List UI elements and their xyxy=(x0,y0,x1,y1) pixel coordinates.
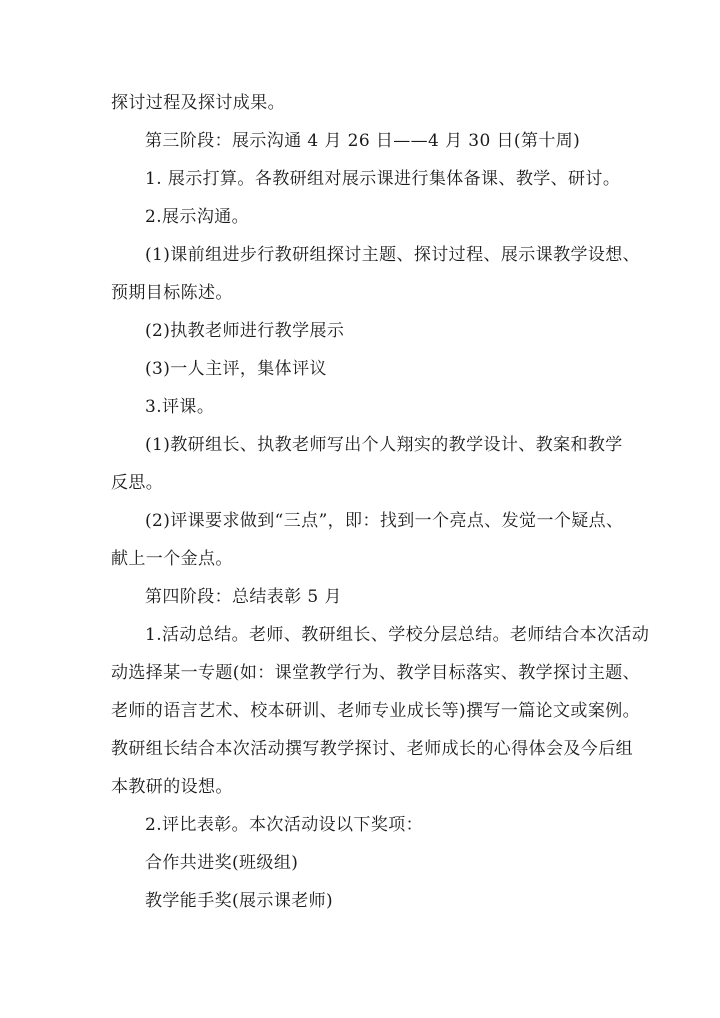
paragraph-line: 3.评课。 xyxy=(145,397,215,417)
award-item: 合作共进奖(班级组) xyxy=(145,853,299,873)
paragraph-line: 反思。 xyxy=(111,473,164,493)
section-heading: 第四阶段：总结表彰 5 月 xyxy=(145,587,342,607)
paragraph-line: (2)评课要求做到“三点”，即：找到一个亮点、发觉一个疑点、 xyxy=(145,511,624,531)
paragraph-line: 动选择某一专题(如：课堂教学行为、教学目标落实、教学探讨主题、 xyxy=(111,663,641,683)
paragraph-line: (1)课前组进步行教研组探讨主题、探讨过程、展示课教学设想、 xyxy=(145,245,641,265)
paragraph-line: 教研组长结合本次活动撰写教学探讨、老师成长的心得体会及今后组 xyxy=(111,739,633,759)
paragraph-line: (3)一人主评，集体评议 xyxy=(145,359,327,379)
award-item: 教学能手奖(展示课老师) xyxy=(145,891,334,911)
paragraph-line: 2.展示沟通。 xyxy=(145,207,250,227)
paragraph-line: (2)执教老师进行教学展示 xyxy=(145,321,345,341)
paragraph-line: 预期目标陈述。 xyxy=(111,283,233,303)
paragraph-line: 老师的语言艺术、校本研训、老师专业成长等)撰写一篇论文或案例。 xyxy=(111,701,641,721)
paragraph-line: 2.评比表彰。本次活动设以下奖项： xyxy=(145,815,424,835)
paragraph-line: 本教研的设想。 xyxy=(111,777,233,797)
paragraph-line: 探讨过程及探讨成果。 xyxy=(111,93,285,113)
paragraph-line: (1)教研组长、执教老师写出个人翔实的教学设计、教案和教学 xyxy=(145,435,623,455)
paragraph-line: 1.活动总结。老师、教研组长、学校分层总结。老师结合本次活动 xyxy=(145,625,650,645)
section-heading: 第三阶段：展示沟通 4 月 26 日——4 月 30 日(第十周) xyxy=(145,131,581,151)
paragraph-line: 1. 展示打算。各教研组对展示课进行集体备课、教学、研讨。 xyxy=(145,169,621,189)
paragraph-line: 献上一个金点。 xyxy=(111,549,233,569)
